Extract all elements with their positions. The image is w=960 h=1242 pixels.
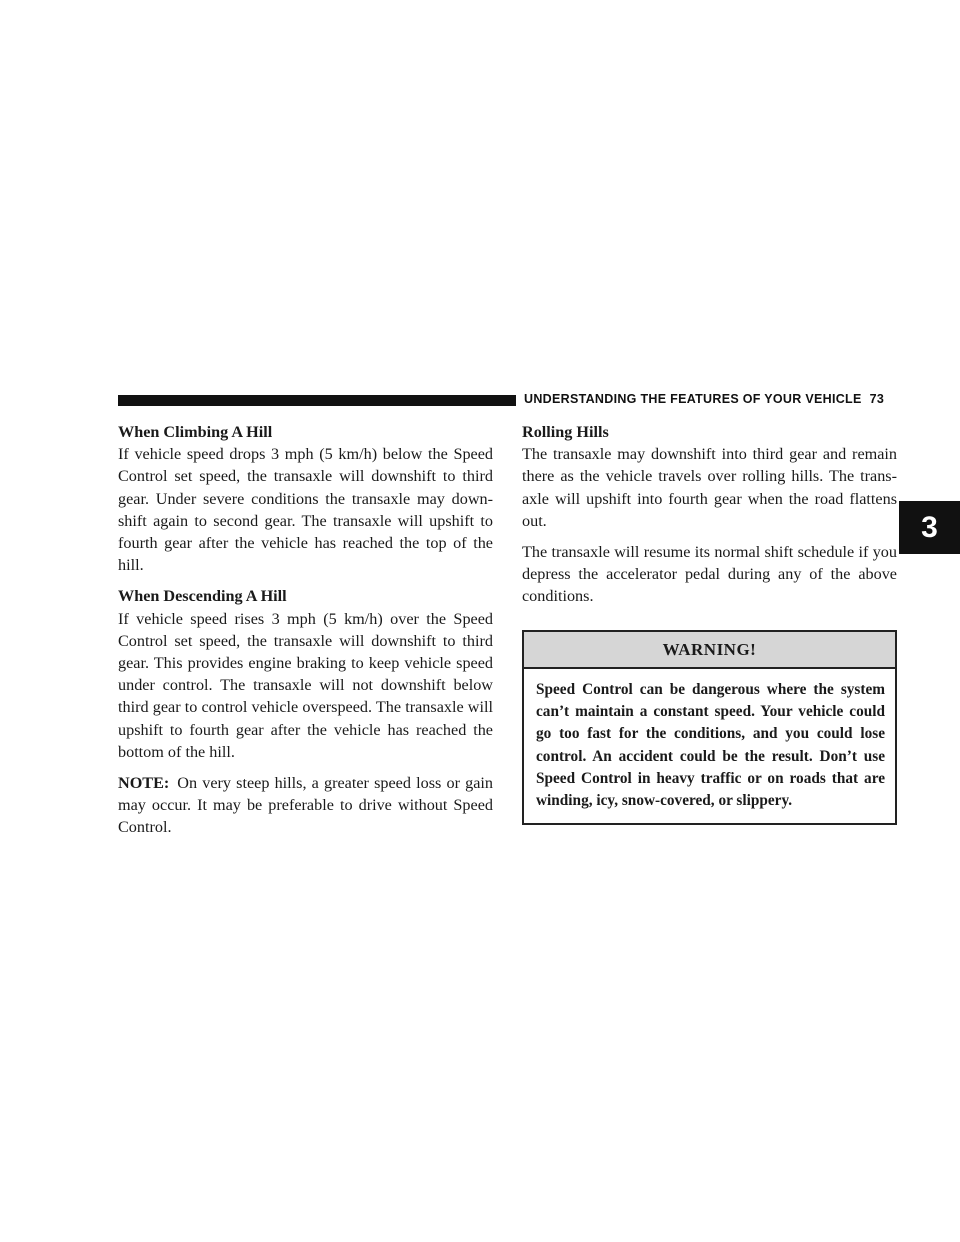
- resume-paragraph: The transaxle will resume its normal shift schedule if you depress the accelerator pedal during any of the above conditions.: [522, 543, 897, 606]
- note-label: NOTE:: [118, 774, 170, 793]
- header-rule: [118, 395, 516, 406]
- warning-title: WARNING!: [524, 632, 895, 669]
- climbing-paragraph: If vehicle speed drops 3 mph (5 km/h) below the Speed Control set speed, the transaxle will downshift to third gear. Under severe conditions the transaxle may down-shift again to second gear. The transaxle will upshift to fourth gear after the vehicle has reached the top of the hill.: [118, 445, 493, 575]
- chapter-tab: 3: [899, 501, 960, 554]
- running-header: [524, 392, 884, 406]
- descending-heading: When Descending A Hill: [118, 587, 287, 606]
- descending-paragraph: If vehicle speed rises 3 mph (5 km/h) over the Speed Control set speed, the transaxle will downshift to third gear. This provides engine braking to keep vehicle speed under control. The transaxle will not downshift below third gear to control vehicle overspeed. The transaxle will upshift to fourth gear after the vehicle has reached the bottom of the hill.: [118, 609, 493, 761]
- page-number: 73: [869, 392, 885, 406]
- climbing-heading: When Climbing A Hill: [118, 423, 273, 441]
- warning-box: [522, 630, 897, 826]
- rolling-paragraph: The transaxle may downshift into third gear and remain there as the vehicle travels over rolling hills. The trans-axle will upshift into fourth gear when the road flattens out.: [522, 445, 897, 530]
- section-title: UNDERSTANDING THE FEATURES OF YOUR VEHICLE: [524, 392, 862, 406]
- left-column: [118, 421, 493, 839]
- warning-text: Speed Control can be dangerous where the system can’t maintain a constant speed. Your vehicle could go too fast for the conditions, and you could lose control. An accident could be the result. Don’t use Speed Control in heavy traffic or on roads that are winding, icy, snow-covered, or slippery.: [536, 680, 885, 810]
- note-text: On very steep hills, a greater speed loss or gain may occur. It may be preferable to drive without Speed Control.: [118, 774, 493, 837]
- rolling-heading: Rolling Hills: [522, 423, 609, 441]
- right-column: [522, 421, 897, 825]
- note-paragraph: [118, 772, 493, 839]
